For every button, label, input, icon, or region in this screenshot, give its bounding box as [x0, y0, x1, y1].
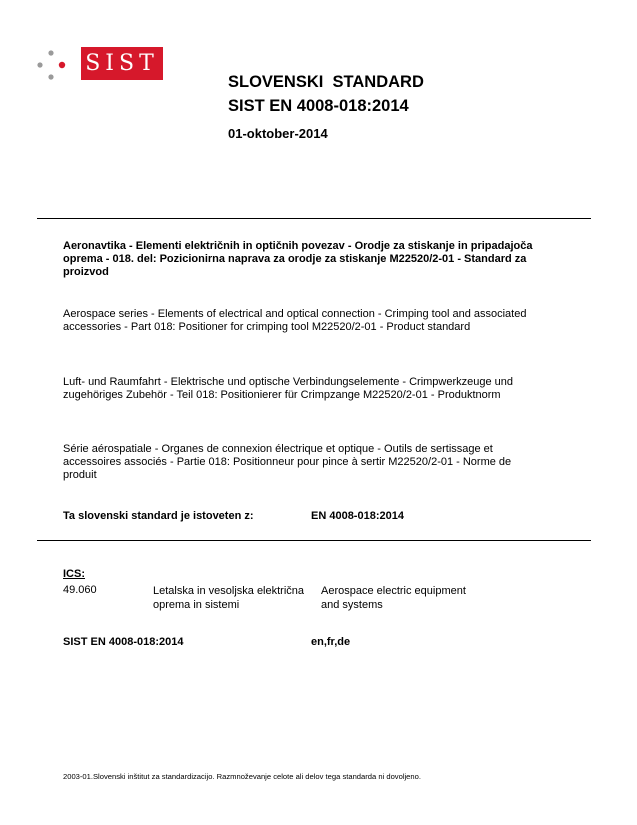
ics-label: ICS:	[63, 568, 85, 580]
standard-heading: SLOVENSKI STANDARD	[228, 73, 424, 91]
ics-description-en: Aerospace electric equipment and systems	[321, 585, 466, 611]
sist-logo: SIST	[81, 47, 163, 80]
title-fr: Série aérospatiale - Organes de connexion électrique et optique - Outils de sertissage et accessoires associés - Partie 018: Positionneur pour pince à sertir M22520/2-01 - Norme de produit	[63, 443, 512, 481]
title-sl: Aeronavtika - Elementi električnih in optičnih povezav - Orodje za stiskanje in pripadajoča oprema - 018. del: Pozicionirna naprava za orodje za stiskanje M22520/2-01 - Standard za proizvod	[63, 240, 533, 278]
identical-value: EN 4008-018:2014	[311, 510, 404, 522]
standard-code: SIST EN 4008-018:2014	[228, 97, 409, 115]
standard-date: 01-oktober-2014	[228, 126, 328, 141]
ics-description-sl: Letalska in vesoljska električna oprema in sistemi	[153, 585, 305, 611]
title-de: Luft- und Raumfahrt - Elektrische und optische Verbindungselemente - Crimpwerkzeuge und zugehöriges Zubehör - Teil 018: Positionierer für Crimpzange M22520/2-01 - Produktnorm	[63, 376, 514, 401]
logo-dots-icon	[36, 50, 76, 90]
middle-divider	[37, 540, 591, 541]
identical-label: Ta slovenski standard je istoveten z:	[63, 510, 254, 522]
footer-languages: en,fr,de	[311, 636, 351, 648]
title-en: Aerospace series - Elements of electrical and optical connection - Crimping tool and associated accessories - Part 018: Positioner for crimping tool M22520/2-01 - Product standard	[63, 308, 527, 333]
ics-code: 49.060	[63, 584, 97, 596]
top-divider	[37, 218, 591, 219]
footer-standard-code: SIST EN 4008-018:2014	[63, 636, 184, 648]
copyright-notice: 2003-01.Slovenski inštitut za standardizacijo. Razmnoževanje celote ali delov tega standarda ni dovoljeno.	[63, 772, 421, 781]
